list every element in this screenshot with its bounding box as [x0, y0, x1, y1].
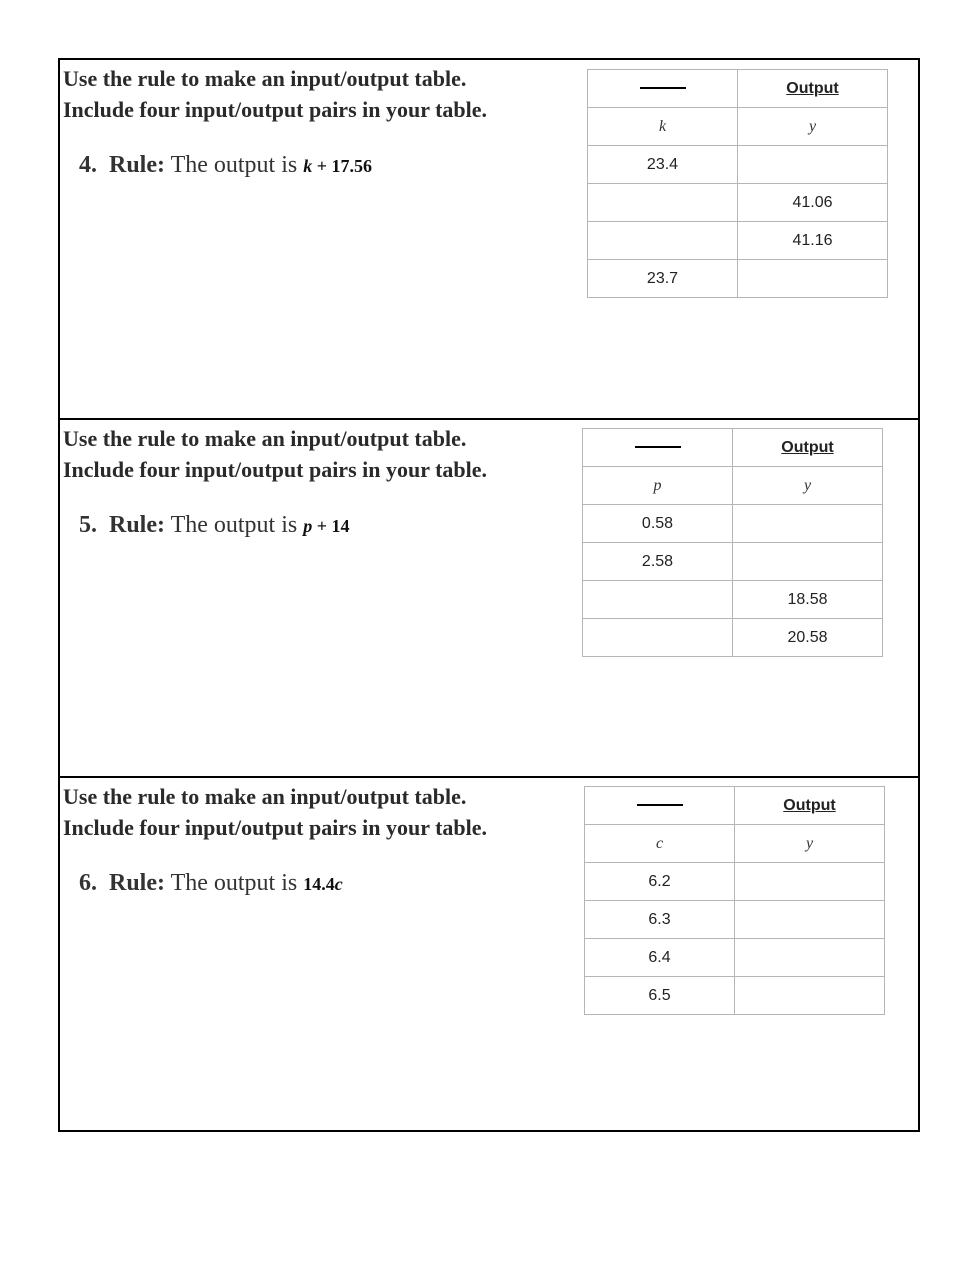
- rule-statement: [79, 870, 343, 897]
- problem-number: 6.: [79, 870, 97, 896]
- output-cell[interactable]: 20.58: [733, 619, 883, 657]
- output-header: Output: [738, 70, 888, 108]
- input-header-blank[interactable]: [588, 70, 738, 108]
- rule-expression: [303, 516, 349, 536]
- output-cell[interactable]: [738, 260, 888, 298]
- rule-expression: [303, 874, 343, 894]
- input-variable: p: [583, 467, 733, 505]
- rule-label: Rule:: [109, 870, 165, 896]
- input-cell[interactable]: [583, 619, 733, 657]
- rule-text: The output is: [170, 152, 298, 178]
- output-cell[interactable]: 41.06: [738, 184, 888, 222]
- rule-constant: + 17.56: [312, 156, 372, 176]
- blank-line: [635, 446, 681, 448]
- input-cell[interactable]: 6.5: [585, 977, 735, 1015]
- input-cell[interactable]: [583, 581, 733, 619]
- io-table: [584, 786, 885, 1015]
- blank-line: [637, 804, 683, 806]
- output-header: Output: [733, 429, 883, 467]
- instructions: [63, 63, 487, 125]
- input-cell[interactable]: 6.2: [585, 863, 735, 901]
- rule-statement: [79, 152, 372, 179]
- input-variable: c: [585, 825, 735, 863]
- output-cell[interactable]: [733, 543, 883, 581]
- blank-line: [640, 87, 686, 89]
- instruction-line: Include four input/output pairs in your table.: [63, 457, 488, 482]
- rule-text: The output is: [170, 870, 298, 896]
- problem-section-5: [60, 418, 918, 776]
- instruction-line: Use the rule to make an input/output table.: [63, 426, 467, 451]
- rule-variable: k: [303, 156, 313, 176]
- input-variable: k: [588, 108, 738, 146]
- rule-statement: [79, 512, 350, 539]
- output-cell[interactable]: 41.16: [738, 222, 888, 260]
- output-variable: y: [733, 467, 883, 505]
- instruction-line: Include four input/output pairs in your table.: [63, 97, 488, 122]
- output-cell[interactable]: 18.58: [733, 581, 883, 619]
- instruction-line: Use the rule to make an input/output table.: [63, 784, 467, 809]
- worksheet: [58, 58, 920, 1132]
- problem-number: 5.: [79, 512, 97, 538]
- output-header: Output: [735, 787, 885, 825]
- output-cell[interactable]: [733, 505, 883, 543]
- input-cell[interactable]: 6.4: [585, 939, 735, 977]
- problem-number: 4.: [79, 152, 97, 178]
- instructions: [63, 781, 487, 843]
- input-cell[interactable]: [588, 222, 738, 260]
- instruction-line: Include four input/output pairs in your table.: [63, 815, 488, 840]
- rule-label: Rule:: [109, 512, 165, 538]
- output-cell[interactable]: [735, 901, 885, 939]
- instruction-line: Use the rule to make an input/output table.: [63, 66, 467, 91]
- output-variable: y: [738, 108, 888, 146]
- input-cell[interactable]: 6.3: [585, 901, 735, 939]
- rule-variable: p: [303, 516, 313, 536]
- output-cell[interactable]: [735, 863, 885, 901]
- output-cell[interactable]: [738, 146, 888, 184]
- instructions: [63, 423, 487, 485]
- rule-label: Rule:: [109, 152, 165, 178]
- rule-text: The output is: [170, 512, 298, 538]
- io-table: [587, 69, 888, 298]
- output-cell[interactable]: [735, 977, 885, 1015]
- input-cell[interactable]: 23.4: [588, 146, 738, 184]
- problem-section-6: [60, 776, 918, 1132]
- rule-variable: c: [334, 874, 343, 894]
- io-table: [582, 428, 883, 657]
- rule-constant: + 14: [312, 516, 350, 536]
- input-cell[interactable]: 0.58: [583, 505, 733, 543]
- problem-section-4: [60, 60, 918, 418]
- output-variable: y: [735, 825, 885, 863]
- rule-expression: [303, 156, 372, 176]
- input-cell[interactable]: [588, 184, 738, 222]
- rule-coefficient: 14.4: [303, 874, 335, 894]
- input-header-blank[interactable]: [583, 429, 733, 467]
- input-header-blank[interactable]: [585, 787, 735, 825]
- output-cell[interactable]: [735, 939, 885, 977]
- input-cell[interactable]: 23.7: [588, 260, 738, 298]
- input-cell[interactable]: 2.58: [583, 543, 733, 581]
